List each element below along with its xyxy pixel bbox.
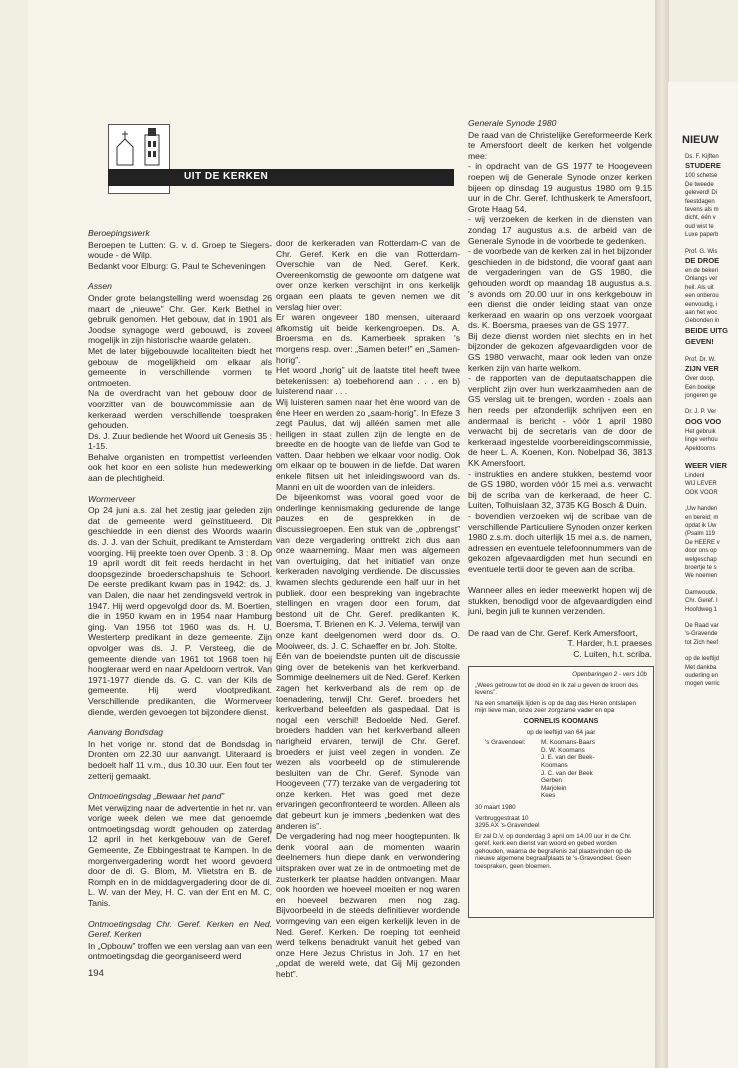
notice-footer: Er zal D.V. op donderdag 3 april om 14.00 uur in de Chr. geref. kerk een dienst van woord en gebed worden gehouden, waarna de begrafenis zal plaatsvinden op de nieuwe algemene begraafplaats te 's-Gravendeel. Geen toespraken, geen bloemen. [475, 832, 632, 871]
right-page-line: 's-Gravende [685, 631, 718, 638]
right-page-line: Hoofdweg 1 [685, 606, 718, 613]
right-page-line: DE DROE [685, 256, 720, 265]
notice-place: 's Gravendeel: [485, 739, 526, 747]
right-page-line: STUDERE [685, 161, 721, 171]
right-page-line: GEVEN! [685, 336, 714, 346]
right-page-line: welgeschap [685, 556, 717, 563]
family-member: J. E. van der Beek- [541, 754, 595, 762]
right-page-line: dicht, één v [685, 215, 716, 222]
right-page-line: geleverd! Di [685, 190, 718, 197]
right-page-line: aan het woc [685, 310, 718, 316]
death-notice [468, 666, 654, 918]
section-body: In het vorige nr. stond dat de Bondsdag in Dronten om 22.30 uur aanvangt. Uiteraard is bedoelt half 11 v.m., dus 10.30 uur. Een fout ter zetterij gemaakt. [88, 738, 272, 781]
right-page-line: Het gebruik [685, 428, 716, 435]
family-list [541, 739, 595, 800]
section-body: In „Opbouw” troffen we een verslag aan van een ontmoetingsdag die georganiseerd werd [88, 940, 272, 962]
right-page-line: Prof. G. Wis [685, 248, 718, 255]
notice-intro: Na een smartelijk lijden is op de dag des Heren ontslapen mijn lieve man, onze zeer zorgzame vader en opa [475, 699, 637, 715]
page-right [668, 82, 738, 1068]
article-heading: Generale Synode 1980 [468, 118, 557, 128]
right-page-line: Apeldoorns [685, 445, 716, 452]
section-heading: Beroepingswerk [88, 228, 150, 238]
section-body: Met verwijzing naar de advertentie in het nr. van vorige week delen we mee dat genoemde ontmoetingsdag wordt gehouden op zaterdag 12 april in het kerkgebouw van de Geref. Gemeente, Ze Ebbingestraat te Kampen. In de morgenvergadering wordt het woord gevoerd door de di. G. Blom, M. Vlietstra en B. de Romph en in de middagvergadering door de di. L. W. van der Mey, H. C. van der Ent en M. C. Tanis. [88, 802, 272, 909]
right-page-line: De tweede [685, 181, 714, 188]
section-body: Beroepen te Lutten: G. v. d. Groep te Siegers-woude - de Wilp. Bedankt voor Elburg: G. Paul te Scheveningen [88, 239, 272, 271]
right-page-line: tot Zich heef [685, 639, 719, 646]
right-page-line: Met dankba [685, 664, 717, 671]
right-page-line: Dr. J. P. Ver [685, 409, 717, 416]
right-page-line: Onlangs ver [685, 276, 718, 283]
right-page-line: linge verhou [685, 437, 718, 444]
bible-reference: Openbaringen 2 - vers 10b [572, 671, 647, 678]
book-gutter [655, 0, 669, 1068]
right-page-line: eenvoudig, i [685, 301, 718, 308]
right-page-line: mogen verric [685, 681, 720, 688]
right-page-line: WEER VIER [685, 461, 728, 470]
page-number: 194 [88, 968, 104, 979]
family-member: Kees [541, 792, 556, 800]
section-heading: Ontmoetingsdag Chr. Geref. Kerken en Ned. Geref. Kerken [88, 918, 272, 940]
family-member: Koomans [541, 761, 568, 769]
right-page-line: BEIDE UITG [685, 325, 728, 335]
right-page-line: feestdagen [685, 198, 715, 205]
notice-quote: „Wees getrouw tot de dood en Ik zal u geven de kroon des levens”. [475, 681, 639, 697]
column-1 [88, 228, 272, 962]
right-page-line: ouderling en [685, 673, 719, 679]
right-page-line: Chr. Geref. I [685, 598, 718, 605]
right-page-line: De HEERE v [685, 539, 720, 546]
right-page-line: en de bekeri [685, 268, 719, 274]
family-member: J. C. van der Beek [541, 769, 593, 777]
right-page-line: een onberou [685, 293, 719, 300]
right-page-line: Ds. F. Kijften [685, 154, 719, 160]
right-page-line: WIJ LEVER [685, 481, 717, 488]
right-page-line: (Psalm 119 [685, 531, 715, 538]
section-body: Onder grote belangstelling werd woensdag 26 maart de „nieuwe” Chr. Ger. Kerk Bethel in gebruik genomen. Het gebouw, dat in 1901 als Joodse synagoge werd gebouwd, is zoveel mogelijk in zijn historische waarde gelaten. Met de later bijgebouwde localiteiten biedt het gebouw de mogelijkheid om elkaar als gemeente in verschillende vormen te ontmoeten. Na de overdracht van het gebouw door de voorzitter van de bouwcommissie aan de kerkeraad werden verschillende toespraken gehouden. Ds. J. Zuur bediende het Woord uit Genesis 35 : 1-15. Behalve organisten en trompettist verleenden ook het koor en een soliste hun medewerking aan de plechtigheid. [88, 292, 272, 484]
right-page-line: oud wist te [685, 223, 714, 230]
right-page-line: „Uw handen [685, 506, 718, 513]
deceased-age: op de leeftijd van 64 jaar [526, 728, 596, 736]
deceased-name: CORNELIS KOOMANS [523, 717, 599, 725]
family-member: Marjolein [541, 784, 567, 792]
right-page-line: We noemen [685, 573, 718, 580]
section-header [108, 169, 454, 186]
column-2 [276, 238, 460, 980]
right-page-line: heil. Als uit [685, 284, 714, 291]
right-page-line: door ons op [685, 548, 717, 555]
notice-address-2: 3295 AX 's-Gravendeel [475, 822, 540, 830]
right-page-line: Over doop, [685, 376, 715, 383]
section-body: Op 24 juni a.s. zal het zestig jaar geleden zijn dat de gemeente werd geïnstitueerd. Dit geschiedde in een dienst des Woords waarin ds. J. J. van der Schuit, predikant te Amsterdam voorging. Hij preekte toen over Openb. 3 : 8. Op 19 april wordt dit feit reeds herdacht in het doopsgezinde broederschapshuis te Schoorl. De eerste predikant kwam pas in 1942: ds. J. van Dalen, die naar het zendingsveld vertrok in 1947. Hij werd opgevolgd door ds. M. Boertien, die in 1950 kwam en in 1954 naar Hamburg ging. Van 1956 tot 1960 was ds. H. U. Westerterp predikant in deze gemeente. Zijn opvolger was ds. J. P. Versteeg, die de gemeente diende van 1961 tot 1968 toen hij hoogleraar werd en naar Apeldoorn vertrok. Van 1971-1977 diende ds. G. C. van der Kils de gemeente. Hij werd vlootpredikant. Verschillende predikanten, die Wormerveer diende, werden gevoegen tot bijzondere dienst. [88, 505, 272, 717]
section-heading: Wormerveer [88, 493, 136, 504]
right-page-line: OOK VOOR [685, 489, 718, 496]
right-page-line: Prof. Dr. W. [685, 356, 716, 363]
article-body: door de kerkeraden van Rotterdam-C van de Chr. Geref. Kerk en die van Rotterdam-Overschie van de Ned. Geref. Kerk. Overeenkomstig de gewoonte om datgene wat over onze kerken verschijnt in ons kerkelijk orgaan een plaats te geven nemen we dit verslag hier over: Er waren ongeveer 180 mensen, uiteraard afkomstig uit beide kerkengroepen. Ds. A. Broersma en ds. Kamerbeek spraken 's morgens resp. over: „Samen beter!” en „Samen-horig”. Het woord „horig” uit de laatste titel heeft twee betekenissen: a) toebehorend aan . . . en b) luisterend naar . . . Wij luisteren samen naar het ène woord van de ène Heer en werden zo „saam-horig”. In Efeze 3 zegt Paulus, dat wij alléén samen met alle heiligen in staat zullen zijn de lengte en de breedte en de hoogte van de liefde van God te vatten. Daar hebben we elkaar voor nodig. Ook om elkaar op te bouwen in de liefde. Dat waren enkele flitsen uit het inleidingswoord van ds. Manni en uit de woorden van de inleiders. De bijeenkomst was vooral goed voor de onderlinge kennismaking gedurende de lange pauzes en de gesprekken in de discussiegroepen. Een stuk van de „opbrengst” van deze vergadering onttrekt zich dus aan onze waarneming. Maar men was algemeen van overtuiging, dat het initiatief van onze kerkeraden navolging verdiende. De discussies kwamen slechts gedurende een half uur in het publiek. door een bespreking van ingebrachte stellingen en vragen door een forum, dat bestond uit de Chr. Geref. predikanten K. Boersma, T. Brienen en K. J. Velema, terwijl van onze kant deelgenomen werd door ds. O. Mooiweer, ds. J. C. Schaeffer en br. Joh. Stolte. Eén van de boeiendste punten uit de discussie ging over de betekenis van het kerkverband. Sommige deelnemers uit de Ned. Geref. Kerken zagen het kerkverband als de rem op de toenadering, terwijl Chr. Geref. broeders het kerkverband beleefden als gaspedaal. Dat is nogal een verschil! Bedoelde Ned. Geref. broeders hadden van het kerkverband alleen narigheid ervaren, terwijl de Chr. Geref. broeders er juist veel zegen in vonden. Ze wezen als voorbeeld op de stimulerende besluiten van de Chr. Geref. Synode van Hoogeveen ('77) terzake van de vergadering tot onze kerken. Het was goed met deze ervaringen geconfronteerd te worden. Alleen als dat gebeurt kun je immers „bedenken wat des anderen is”. De vergadering had nog meer hoogtepunten. Ik denk vooral aan de momenten waarin deelnemers hun diepe dank en verwondering uitspraken over wat ze in de ontmoeting met de zusterkerk ter plaatse hadden ontvangen. Maar ook hoorden we hoeveel moeiten er nog waren en hoeveel bezwaren men nog zag. Bijvoorbeeld in de steeds definitiever wordende vormgeving van een eigen kerkelijk leven in de Ned. Geref. Kerken. De roeping tot eenheid werd telkens benadrukt vanuit het gebed van onze Here Jezus Christus in Joh. 17 en het „opdat de wereld wete, dat Gij Mij gezonden hebt”. [276, 238, 460, 979]
right-page-line: broertje te s [685, 565, 717, 571]
section-heading: Assen [88, 281, 112, 292]
article-body: De raad van de Christelijke Gereformeerde Kerk te Amersfoort deelt de kerken het volgende mee: - in opdracht van de GS 1977 te Hoogeveen roepen wij de Generale Synode onzer kerken bijeen op dinsdag 19 augustus 1980 om 9.15 uur in de Chr. Geref. Ichthuskerk te Amersfoort, Grote Haag 54. - wij verzoeken de kerken in de diensten van zondag 17 augustus a.s. de arbeid van de Generale Synode in de voorbede te gedenken. - de voorbede van de kerken zal in het bijzonder geschieden in de bidstond, die vooraf gaat aan de vergaderingen van de GS 1980, die gehouden wordt op maandag 18 augustus a.s. 's avonds om 20.00 uur in ons kerkgebouw in een dienst die onder leiding staat van onze kerkeraad en waarin op ons verzoek voorgaat ds. K. Boersma, praeses van de GS 1977. Bij deze dienst worden niet slechts en in het bijzonder de gekozen afgevaardigden voor de GS 1980 verwacht, maar ook leden van onze kerken zijn van harte welkom. - de rapporten van de deputaatschappen die verplicht zijn over hun werkzaamheden aan de GS verslag uit te brengen, worden - zoals aan hen reeds per afzonderlijk schrijven een en andermaal is bericht - vóór 1 april 1980 verwacht bij de secretaris van de door de kerkeraad ingestelde voorbereidingscommissie, de heer L. A. Koenen, Kon. Nobelpad 36, 3813 KK Amersfoort. - instrukties en andere stukken, bestemd voor de GS 1980, worden vóór 15 mei a.s. verwacht bij de scriba van de kerkeraad, de heer C. Luiten, Tolhuislaan 32, 3735 KG Bosch & Duin. - bovendien verzoeken wij de scribae van de verschillende Particuliere Synoden onzer kerken 1980 z.s.m. doch uiterlijk 15 mei a.s. de namen, adressen en eventuele telefoonnummers van de gekozen afgevaardigden met hun secundi en eventuele tertii door te geven aan de scriba. Wanneer alles en ieder meewerkt hopen wij de stukken, benodigd voor de afgevaardigden eind juni, begin juli te kunnen verzenden. De raad van de Chr. Geref. Kerk Amersfoort, [468, 129, 652, 638]
right-page-line: jongeren ge [685, 393, 717, 399]
right-page-line: Lindenl [685, 473, 705, 479]
right-page-line: OOG VOO [685, 416, 722, 426]
right-page-line: opdat ik Uw [685, 523, 717, 529]
section-heading: Ontmoetingsdag „Bewaar het pand” [88, 791, 225, 802]
right-page-line: Gebonden in [685, 318, 720, 325]
right-page-line: ZIJN VER [685, 364, 719, 374]
right-page-line: Een boekje [685, 384, 716, 391]
section-title: UIT DE KERKEN [184, 171, 269, 182]
right-page-line: op de leeftijd [685, 656, 720, 663]
family-member: D. W. Koomans [541, 746, 585, 754]
right-page-line: 100 schetse [685, 173, 718, 180]
signature-scriba: C. Luiten, h.t. scriba. [573, 648, 652, 659]
right-page-heading: NIEUW [682, 134, 719, 146]
right-page-line: en bereid; m [685, 514, 719, 521]
signature-praeses: T. Harder, h.t. praeses [567, 638, 652, 649]
section-heading: Aanvang Bondsdag [88, 727, 164, 738]
right-page-line: Luxe paperb [685, 232, 719, 239]
right-page-line: De Raad var [685, 623, 719, 629]
family-member: Gerben [541, 777, 563, 785]
column-3 [468, 118, 652, 659]
notice-address-1: Verbruggestraat 10 [475, 814, 529, 822]
right-page-line: tevens als m [685, 207, 719, 213]
right-page-line: Damwoude, [685, 589, 718, 596]
notice-date: 30 maart 1980 [475, 803, 516, 811]
family-member: M. Koomans-Baars [541, 739, 595, 747]
